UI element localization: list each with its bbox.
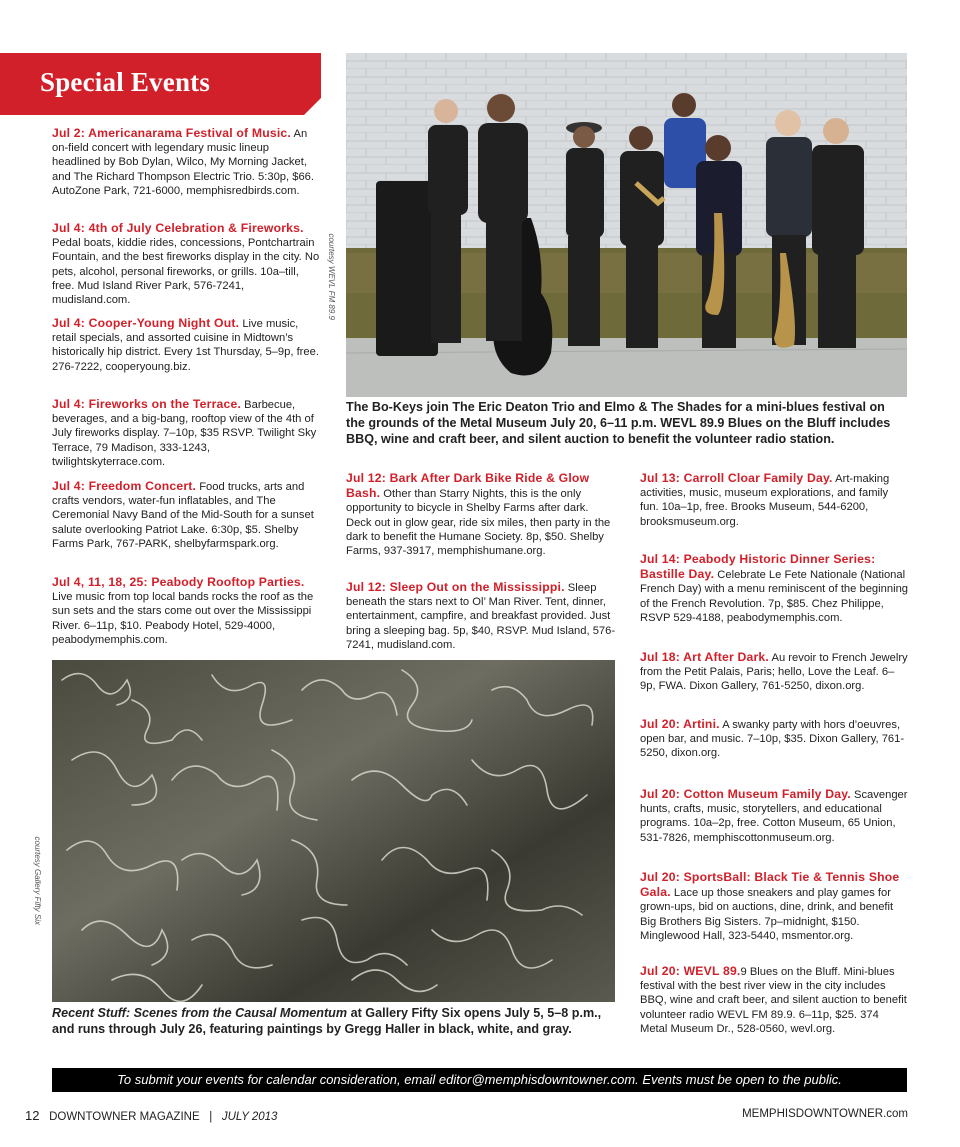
issue-date: JULY 2013 [221,1111,278,1123]
art-photo-caption [52,1005,612,1037]
event-title: Jul 20: Cotton Museum Family Day. [640,787,851,801]
event-body: Pedal boats, kiddie rides, concessions, Pontchartrain Fountain, and the best fireworks display in the city. No pets, alcohol, personal fireworks, or grills. 10a–till, free. Mud Island River Park, 576-7241, mudisland.com. [52,237,320,307]
art-photo [52,660,615,1002]
event-sleep-out [346,580,616,652]
event-fireworks-terrace [52,397,320,469]
event-art-after-dark [640,650,908,694]
event-body: Au revoir to French Jewelry from the Petit Palais, Paris; hello, Love the Leaf. 6–9p, FWA. Dixon Gallery, 761-5250, dixon.org. [640,652,908,693]
art-photo-credit: courtesy Gallery Fifty Six [33,836,42,925]
event-title: Jul 4: Freedom Concert. [52,479,197,493]
event-title: Jul 20: Artini. [640,717,720,731]
folio-separator: | [209,1111,213,1123]
event-title: Jul 4: 4th of July Celebration & Fireworks. [52,221,304,235]
band-photo [346,53,907,397]
event-body: Sleep beneath the stars next to Ol’ Man River. Tent, dinner, entertainment, campfire, and breakfast provided. Just bring a sleeping bag. 5p, $40, RSVP. Mud Island, 576-7241, mudisland.com. [346,582,616,651]
event-title: Jul 12: Bark After Dark Bike Ride & Glow Bash. [346,471,590,501]
event-cotton-museum [640,787,908,845]
event-body: Lace up those sneakers and play games for grown-ups, bid on auctions, dine, drink, and benefit Big Brothers Big Sisters. 7p–midnight, $150. Minglewood Hall, 323-5440, msmentor.org. [640,887,894,942]
event-bark-after-dark [346,471,616,558]
event-body: Live music from top local bands rocks the roof as the sun sets and the stars come out over the Mississippi River. 6–11p, $10. Peabody Hotel, 529-4000, peabodymemphis.com. [52,591,314,646]
event-title: Jul 20: WEVL 89. [640,964,741,978]
magazine-name: DOWNTOWNER MAGAZINE [49,1111,200,1123]
event-body: 9 Blues on the Bluff. Mini-blues festival with the best river view in the city includes BBQ, wine and craft beer, and silent auction to benefit volunteer radio WEVL FM 89.9. 6–11p, $25. 374 Metal Museum Dr., 528-0560, wevl.org. [640,966,907,1035]
event-title: Jul 4: Cooper-Young Night Out. [52,316,240,330]
event-title: Jul 18: Art After Dark. [640,650,769,664]
event-body: An on-field concert with legendary music lineup headlined by Bob Dylan, Wilco, My Morning Jacket, and The Richard Thompson Electric Trio. 5:30p, $66. AutoZone Park, 721-6000, memphisredbirds.com. [52,128,315,197]
event-title: Jul 13: Carroll Cloar Family Day. [640,471,833,485]
event-artini [640,717,908,761]
event-body: Celebrate Le Fete Nationale (National French Day) with a menu reminiscent of the beginning of the French Revolution. 7p, $85. Chez Philippe, RSVP 529-4188, peabodymemphis.com. [640,569,909,624]
band-photo-caption: The Bo-Keys join The Eric Deaton Trio and Elmo & The Shades for a mini-blues festival on the grounds of the Metal Museum July 20, 6–11 p.m. WEVL 89.9 Blues on the Bluff includes BBQ, wine and craft beer, and silent auction to benefit the volunteer radio station. [346,400,891,446]
event-title: Jul 20: SportsBall: Black Tie & Tennis Shoe Gala. [640,870,900,900]
event-title: Jul 4: Fireworks on the Terrace. [52,397,242,411]
art-caption-title: Recent Stuff: Scenes from the Causal Momentum [52,1006,348,1020]
submission-notice: To submit your events for calendar consideration, email editor@memphisdowntowner.com. Events must be open to the public. [52,1068,907,1092]
band-photo-credit: courtesy WEVL FM 89.9 [327,233,336,320]
event-cooper-young [52,316,320,374]
event-sportsball [640,870,908,943]
banner-notch [304,97,322,115]
event-peabody-rooftop [52,575,320,647]
event-body: Scavenger hunts, crafts, music, storytellers, and educational programs. 10a–2p, free. Cotton Museum, 65 Union, 531-7826, memphiscottonmuseum.org. [640,789,908,844]
page-number: 12 [25,1108,40,1123]
art-photo-illustration [52,660,615,1002]
event-carroll-cloar [640,471,908,529]
art-caption-body: at Gallery Fifty Six opens July 5, 5–8 p.m., and runs through July 26, featuring paintings by Gregg Haller in black, white, and gray. [52,1006,602,1036]
event-bastille-day [640,552,908,625]
event-title: Jul 2: Americanarama Festival of Music. [52,126,291,140]
event-body: Food trucks, arts and crafts vendors, water-fun inflatables, and The Ceremonial Navy Band of the Mid-South for a sunset salute overlooking Patriot Lake. 6:30p, $5. Shelby Farms Park, 767-PARK, shelbyfarmspark.org. [52,481,314,550]
event-title: Jul 4, 11, 18, 25: Peabody Rooftop Parties. [52,575,305,589]
folio-left [25,1108,277,1123]
event-title: Jul 12: Sleep Out on the Mississippi. [346,580,565,594]
section-title: Special Events [40,67,211,97]
event-title: Jul 14: Peabody Historic Dinner Series: Bastille Day. [640,552,876,582]
section-banner [0,53,321,115]
website-link[interactable]: MEMPHISDOWNTOWNER.com [742,1108,908,1120]
band-photo-illustration [346,53,907,397]
event-body: Barbecue, beverages, and a big-bang, rooftop view of the 4th of July fireworks display. 7–10p, $35 RSVP. Twilight Sky Terrace, 79 Madison, 333-1243, twilightskyterrace.com. [52,399,317,468]
event-wevl [640,964,908,1036]
event-4th-of-july [52,221,320,307]
event-americanarama [52,126,320,198]
event-freedom-concert [52,479,320,551]
event-body: Live music, retail specials, and assorted cuisine in Midtown’s historically hip district. Every 1st Thursday, 5–9p, free. 276-7222, cooperyoung.biz. [52,318,319,373]
event-body: A swanky party with hors d’oeuvres, open bar, and music. 7–10p, $35. Dixon Gallery, 761-5250, dixon.org. [640,719,905,760]
event-body: Art-making activities, music, museum explorations, and family fun. 10a–1p, free. Brooks Museum, 544-6200, brooksmuseum.org. [640,473,890,528]
event-body: Other than Starry Nights, this is the only opportunity to bicycle in Shelby Farms after dark. Deck out in glow gear, ride six miles, then party in the dark to benefit the Humane Society. 8p, $50. Shelby Farms, 937-3917, memphishumane.org. [346,488,611,558]
